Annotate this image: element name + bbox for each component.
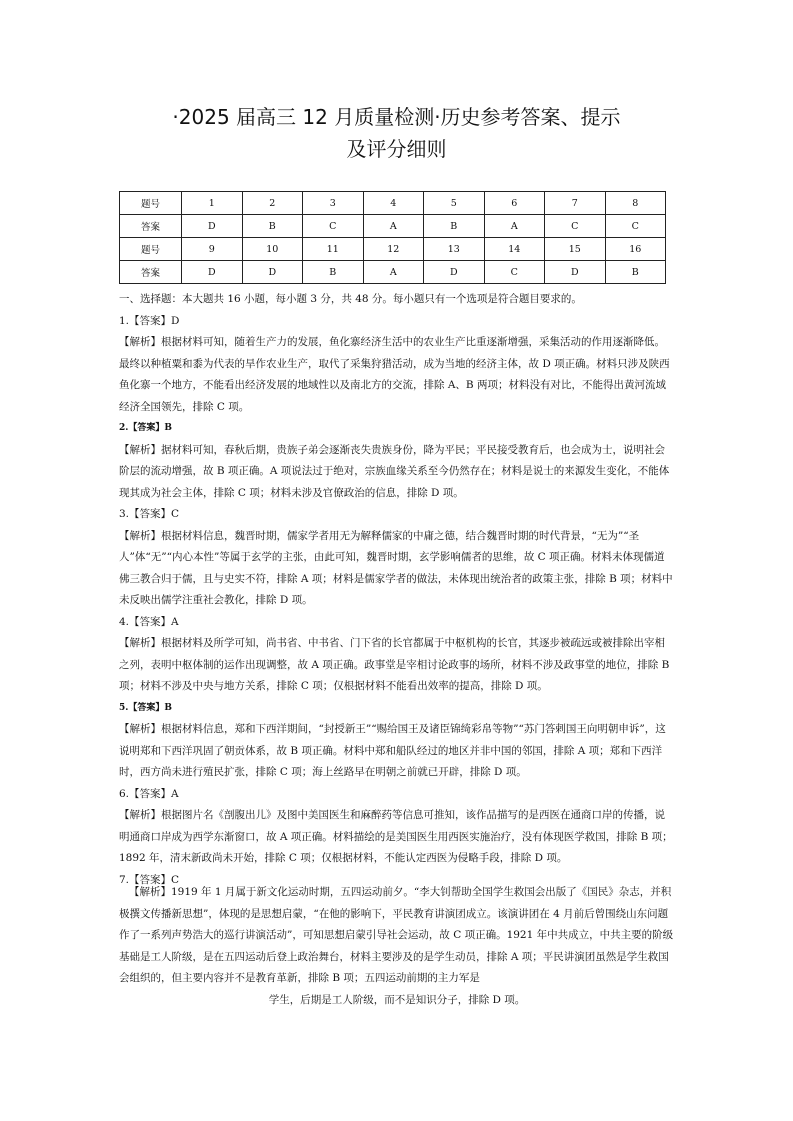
analysis-7: 【解析】1919 年 1 月属于新文化运动时期，五四运动前夕。“李大钊帮助全国学生救国会出版了《国民》杂志，并积极撰文传播新思想”，体现的是思想启蒙，“在他的影响下，平民教育讲演团成立。该演讲团在 4 月前后曾围绕山东问题作了一系列声势浩大的巡行讲演活动”，可知思想启蒙引导社会运动，故 C 项正确。1921 年中共成立，中共主要的阶级基础是工人阶级，是在五四运动后登上政治舞台，材料主要涉及的是学生动员，排除 A 项；平民讲演团虽然是学生救国会组织的，但主要内容并不是教育革新，排除 B 项；五四运动前期的主力军是 (119, 886, 674, 984)
table-cell: C (545, 215, 606, 238)
table-cell: B (605, 261, 666, 284)
table-cell: A (363, 261, 424, 284)
table-cell: C (484, 261, 545, 284)
table-cell: B (303, 261, 364, 284)
table-cell: D (424, 261, 485, 284)
table-cell: 答案 (120, 261, 182, 284)
table-cell: 10 (242, 238, 303, 261)
answer-table (119, 191, 666, 284)
table-row (120, 261, 666, 284)
table-cell: 5 (424, 192, 485, 215)
table-cell: 8 (605, 192, 666, 215)
page-title-line2: 及评分细则 (346, 137, 447, 161)
analysis-4: 【解析】根据材料及所学可知，尚书省、中书省、门下省的长官都属于中枢机构的长官，其逐步被疏远或被排除出宰相之列，表明中枢体制的运作出现调整，故 A 项正确。政事堂是宰相讨论政事的场所，材料不涉及政事堂的地位，排除 B 项；材料不涉及中央与地方关系，排除 C 项；仅根据材料不能看出效率的提高，排除 D 项。 (119, 637, 670, 692)
table-cell: C (605, 215, 666, 238)
table-cell: D (242, 261, 303, 284)
table-row (120, 215, 666, 238)
table-cell: 13 (424, 238, 485, 261)
table-cell: 2 (242, 192, 303, 215)
table-cell: 11 (303, 238, 364, 261)
answer-head-6: 6.【答案】A (119, 787, 179, 800)
table-row (120, 238, 666, 261)
table-cell: A (363, 215, 424, 238)
analysis-1: 【解析】根据材料可知，随着生产力的发展，鱼化寨经济生活中的农业生产比重逐渐增强，采集活动的作用逐渐降低。最终以种植粟和黍为代表的旱作农业生产，取代了采集狩猎活动，成为当地的经济主体，故 D 项正确。材料只涉及陕西鱼化寨一个地方，不能看出经济发展的地域性以及南北方的交流，排除 A、B 两项；材料没有对比，不能得出黄河流域经济全国领先，排除 C 项。 (119, 336, 670, 413)
table-cell: 3 (303, 192, 364, 215)
analysis-7-block (119, 882, 675, 1011)
table-cell: 题号 (120, 238, 182, 261)
answer-head-7: 7.【答案】C (119, 873, 180, 886)
section-intro: 一、选择题：本大题共 16 小题，每小题 3 分，共 48 分。每小题只有一个选项是符合题目要求的。 (119, 293, 582, 305)
table-cell: D (182, 261, 243, 284)
analysis-7-end: 学生，后期是工人阶级，而不是知识分子，排除 D 项。 (268, 993, 526, 1006)
analysis-2: 【解析】据材料可知，春秋后期，贵族子弟会逐渐丧失贵族身份，降为平民；平民接受教育后，也会成为士，说明社会阶层的流动增强，故 B 项正确。A 项说法过于绝对，宗族血缘关系至今仍然存在；材料是说士的来源发生变化，不能体现其成为社会主体，排除 C 项；材料未涉及官僚政治的信息，排除 D 项。 (119, 443, 670, 499)
page-title-line1: ·2025 届高三 12 月质量检测·历史参考答案、提示 (172, 105, 621, 129)
table-cell: C (303, 215, 364, 238)
table-cell: A (484, 215, 545, 238)
answer-head-5: 5.【答案】B (119, 702, 173, 713)
answer-head-2: 2.【答案】B (119, 423, 173, 433)
table-cell: 6 (484, 192, 545, 215)
table-cell: B (424, 215, 485, 238)
table-cell: 12 (363, 238, 424, 261)
table-row (120, 192, 666, 215)
answer-head-1: 1.【答案】D (119, 314, 180, 327)
analysis-5: 【解析】根据材料信息，郑和下西洋期间，“封授新王”“赐给国王及诸臣锦绮彩帛等物”“苏门答剌国王向明朝申诉”，这说明郑和下西洋巩固了朝贡体系，故 B 项正确。材料中郑和船队经过的地区并非中国的邻国，排除 A 项；郑和下西洋时，西方尚未进行殖民扩张，排除 C 项；海上丝路早在明朝之前就已开辟，排除 D 项。 (119, 723, 666, 778)
table-cell: D (182, 215, 243, 238)
table-cell: 7 (545, 192, 606, 215)
answer-explanations (119, 289, 674, 891)
table-cell: 1 (182, 192, 243, 215)
table-cell: 15 (545, 238, 606, 261)
table-cell: 答案 (120, 215, 182, 238)
table-cell: 14 (484, 238, 545, 261)
answer-head-3: 3.【答案】C (119, 508, 180, 520)
answer-head-4: 4.【答案】A (119, 615, 179, 628)
analysis-6: 【解析】根据图片名《剖腹出儿》及图中美国医生和麻醉药等信息可推知，该作品描写的是西医在通商口岸的传播，说明通商口岸成为西学东渐窗口，故 A 项正确。材料描绘的是美国医生用西医实施治疗，没有体现医学救国，排除 B 项；1892 年，清末新政尚未开始，排除 C 项；仅根据材料，不能认定西医为侵略手段，排除 D 项。 (119, 809, 673, 864)
table-cell: B (242, 215, 303, 238)
table-cell: 16 (605, 238, 666, 261)
table-cell: 4 (363, 192, 424, 215)
table-cell: D (545, 261, 606, 284)
table-cell: 题号 (120, 192, 182, 215)
analysis-3: 【解析】根据材料信息，魏晋时期，儒家学者用无为解释儒家的中庸之德，结合魏晋时期的时代背景，“无为”“圣人”体“无”“内心本性”等属于玄学的主张，由此可知，魏晋时期，玄学影响儒者的思维，故 C 项正确。材料未体现儒道佛三教合归于儒，且与史实不符，排除 A 项；材料是儒家学者的做法，未体现出统治者的政策主张，排除 B 项；材料中未反映出儒学注重社会教化，排除 D 项。 (119, 529, 673, 606)
table-cell: 9 (182, 238, 243, 261)
